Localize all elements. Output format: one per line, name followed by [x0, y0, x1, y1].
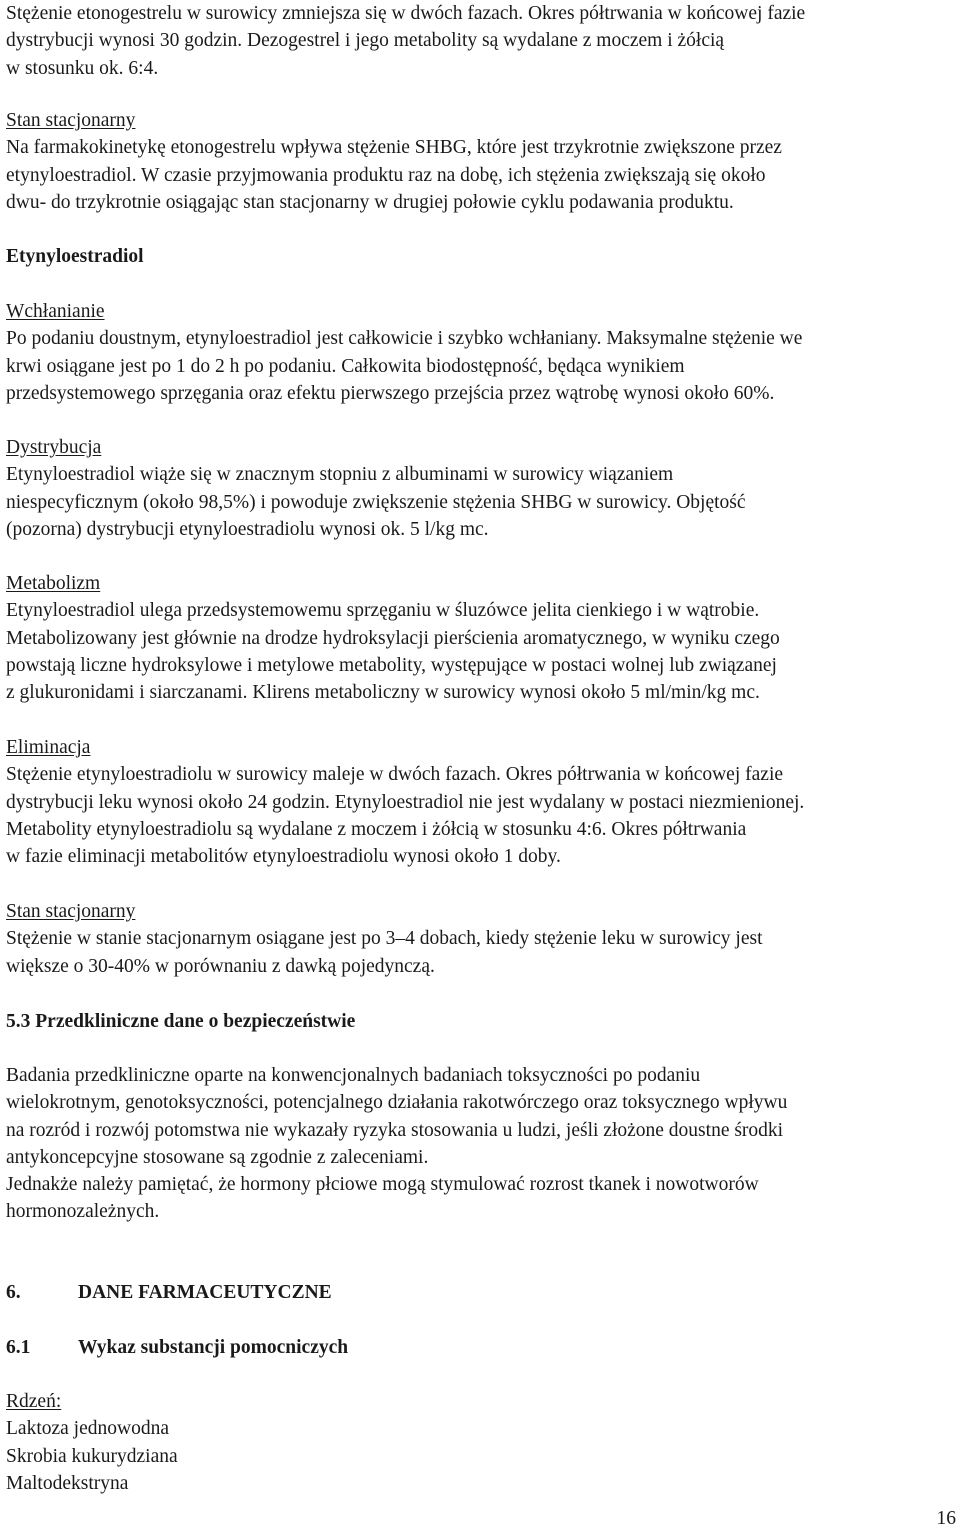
section-absorption [6, 298, 802, 407]
heading-line [6, 1334, 348, 1361]
text-line: Etynyloestradiol ulega przedsystemowemu sprzęganiu w śluzówce jelita cienkiego i w wątrobie. [6, 600, 760, 622]
text-line: na rozród i rozwój potomstwa nie wykazały ryzyka stosowania u ludzi, jeśli złożone doustne środki [6, 1119, 784, 1141]
core-excipients [6, 1388, 178, 1497]
text-line: Etynyloestradiol wiąże się w znacznym stopniu z albuminami w surowicy wiązaniem [6, 464, 674, 486]
text-line: niespecyficznym (około 98,5%) i powoduje zwiększenie stężenia SHBG w surowicy. Objętość [6, 491, 746, 513]
text-line: dystrybucji wynosi 30 godzin. Dezogestrel i jego metabolity są wydalane z moczem i żółcią [6, 30, 725, 52]
heading-text: 5.3 Przedkliniczne dane o bezpieczeństwie [6, 1011, 356, 1032]
text-line: Stężenie w stanie stacjonarnym osiągane jest po 3–4 dobach, kiedy stężenie leku w surowicy jest [6, 928, 763, 950]
text-line: z glukuronidami i siarczanami. Klirens metaboliczny w surowicy wynosi około 5 ml/min/kg mc. [6, 682, 760, 704]
section-metabolism [6, 570, 780, 706]
page-number: 16 [936, 1508, 956, 1529]
heading-line [6, 1279, 332, 1306]
text-line: (pozorna) dystrybucji etynyloestradiolu wynosi ok. 5 l/kg mc. [6, 518, 489, 540]
list-item: Laktoza jednowodna [6, 1418, 169, 1440]
subheading-steady-state: Stan stacjonarny [6, 901, 136, 922]
section-5-3-body [6, 1062, 787, 1226]
subheading-metabolism: Metabolizm [6, 573, 101, 594]
text-line: w stosunku ok. 6:4. [6, 57, 159, 79]
text-line: Po podaniu doustnym, etynyloestradiol jest całkowicie i szybko wchłaniany. Maksymalne stężenie we [6, 328, 803, 350]
text-line: Stężenie etonogestrelu w surowicy zmniejsza się w dwóch fazach. Okres półtrwania w końcowej fazie [6, 3, 806, 24]
text-line: powstają liczne hydroksylowe i metylowe metabolity, występujące w postaci wolnej lub związanej [6, 654, 777, 676]
text-line: przedsystemowego sprzęgania oraz efektu pierwszego przejścia przez wątrobę wynosi około 60%. [6, 382, 775, 404]
subheading-distribution: Dystrybucja [6, 437, 102, 458]
text-line: hormonozależnych. [6, 1201, 160, 1223]
section-title: DANE FARMACEUTYCZNE [78, 1282, 332, 1303]
heading-section-5-3 [6, 1008, 355, 1035]
section-number: 6. [6, 1282, 21, 1303]
section-title: Wykaz substancji pomocniczych [78, 1337, 349, 1358]
text-line: antykoncepcyjne stosowane są zgodnie z zaleceniami. [6, 1146, 429, 1168]
text-line: dwu- do trzykrotnie osiągając stan stacjonarny w drugiej połowie cyklu podawania produktu. [6, 191, 734, 213]
text-line: większe o 30-40% w porównaniu z dawką pojedynczą. [6, 955, 435, 977]
heading-section-6 [6, 1279, 332, 1306]
section-distribution [6, 434, 746, 543]
section-number: 6.1 [6, 1337, 31, 1358]
heading-ethinylestradiol [6, 243, 144, 270]
list-item: Skrobia kukurydziana [6, 1445, 178, 1467]
subheading-elimination: Eliminacja [6, 737, 91, 758]
text-line: w fazie eliminacji metabolitów etynyloestradiolu wynosi około 1 doby. [6, 846, 561, 868]
list-item: Maltodekstryna [6, 1472, 129, 1494]
text-line: dystrybucji leku wynosi około 24 godzin. Etynyloestradiol nie jest wydalany w postaci niezmienionej. [6, 791, 805, 813]
text-line: wielokrotnym, genotoksyczności, potencjalnego działania rakotwórczego oraz toksycznego wpływu [6, 1092, 788, 1114]
text-line: Jednakże należy pamiętać, że hormony płciowe mogą stymulować rozrost tkanek i nowotworów [6, 1174, 759, 1196]
subheading-core: Rdzeń: [6, 1391, 62, 1412]
text-line: Metabolity etynyloestradiolu są wydalane z moczem i żółcią w stosunku 4:6. Okres półtrwania [6, 818, 747, 840]
heading-section-6-1 [6, 1334, 348, 1361]
paragraph-etonogestrel-distribution [6, 0, 805, 82]
section-elimination [6, 734, 804, 870]
text-line: Metabolizowany jest głównie na drodze hydroksylacji pierścienia aromatycznego, w wyniku czego [6, 627, 780, 649]
text-line: etynyloestradiol. W czasie przyjmowania produktu raz na dobę, ich stężenia zwiększają się około [6, 164, 766, 186]
section-steady-state-ethinylestradiol [6, 898, 763, 980]
subheading-absorption: Wchłanianie [6, 301, 105, 322]
text-line: krwi osiągane jest po 1 do 2 h po podaniu. Całkowita biodostępność, będąca wynikiem [6, 355, 685, 377]
heading-text: Etynyloestradiol [6, 246, 144, 267]
text-line: Na farmakokinetykę etonogestrelu wpływa stężenie SHBG, które jest trzykrotnie zwiększone przez [6, 137, 782, 159]
text-line: Stężenie etynyloestradiolu w surowicy maleje w dwóch fazach. Okres półtrwania w końcowej fazie [6, 764, 784, 786]
section-steady-state-etonogestrel [6, 107, 782, 216]
subheading-steady-state: Stan stacjonarny [6, 110, 136, 131]
text-line: Badania przedkliniczne oparte na konwencjonalnych badaniach toksyczności po podaniu [6, 1065, 701, 1086]
